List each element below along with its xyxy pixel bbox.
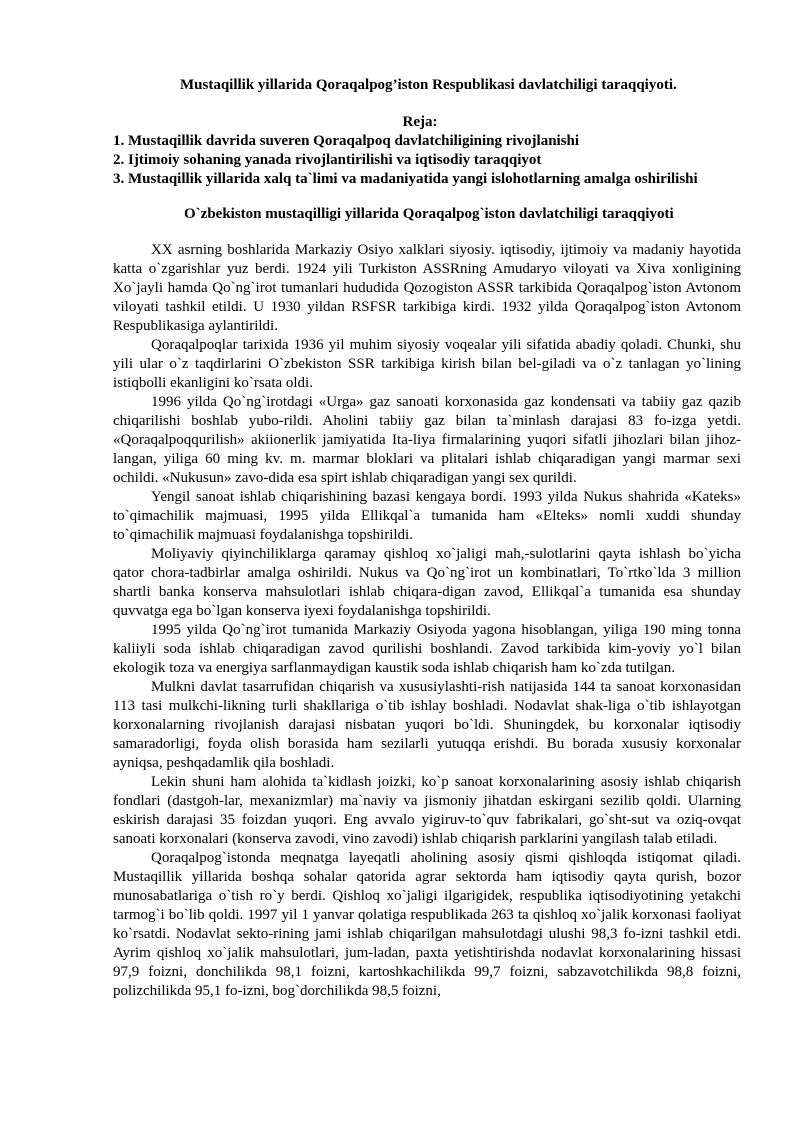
body-paragraph: Qoraqalpog`istonda meqnatga layeqatli aholining asosiy qismi qishloqda istiqomat qiladi. Mustaqillik yillarida boshqa sohalar qatorida agrar sektorda ham iqtisodiy qayta qurish, bozor munosabatlariga o`tish ro`y berdi. Qishloq xo`jaligi ilgarigidek, respublika iqtisodiyotining yetakchi tarmog`i bo`lib qoldi. 1997 yil 1 yanvar qolatiga respublikada 263 ta qishloq xo`jalik korxonasi faoliyat ko`rsatdi. Nodavlat sekto-rining jami ishlab chiqarilgan mahsulotdagi ulushi 98,3 fo-izni tashkil etdi. Ayrim qishloq xo`jalik mahsulotlari, jum-ladan, paxta yetishtirishda nodavlat korxonalarining hissasi 97,9 foizni, donchilikda 98,1 foizni, kartoshkachilikda 99,7 foizni, sabzavotchilikda 98,8 foizni, polizchilikda 95,1 fo-izni, bog`dorchilikda 98,5 foizni,	[113, 850, 741, 999]
body-paragraph: Yengil sanoat ishlab chiqarishining bazasi kengaya bordi. 1993 yilda Nukus shahrida «Kateks» to`qimachilik majmuasi, 1995 yilda Ellikqal`a tumanida ham «Elteks» nomli xuddi shunday to`qimachilik majmuasi foydalanishga topshirildi.	[113, 489, 741, 543]
plan-list	[113, 132, 698, 189]
body-paragraph: 1996 yilda Qo`ng`irotdagi «Urga» gaz sanoati korxonasida gaz kondensati va tabiiy gaz qazib chiqarilishi boshlab yubo-rildi. Aholini tabiiy gaz bilan ta`minlash darajasi 83 fo-izga yetdi. «Qoraqalpoqqurilish» akiionerlik jamiyatida Ita-liya firmalarining yuqori sifatli jihozlari bilan jihoz-langan, yiliga 60 ming kv. m. marmar bloklari va plitalari ishlab chiqaradigan yangi marmar sexi ochildi. «Nukusun» zavo-dida esa spirt ishlab chiqaradigan yangi sex qurildi.	[113, 394, 741, 486]
plan-item: 2. Ijtimoiy sohaning yanada rivojlantirilishi va iqtisodiy taraqqiyot	[113, 152, 542, 168]
body-paragraph: Moliyaviy qiyinchiliklarga qaramay qishloq xo`jaligi mah,-sulotlarini qayta ishlash bo`yicha qator chora-tadbirlar amalga oshirildi. Nukus va Qo`ng`irot un kombinatlari, To`rtko`lda 3 million shartli banka konserva mahsulotlari ishlab chiqara-digan zavod, Ellikqal`a tumanida esa shunday quvvatga ega bo`lgan konserva iyexi foydalanishga topshirildi.	[113, 546, 741, 619]
plan-item: 1. Mustaqillik davrida suveren Qoraqalpoq davlatchiligining rivojlanishi	[113, 133, 580, 149]
body-paragraph: Lekin shuni ham alohida ta`kidlash joizki, ko`p sanoat korxonalarining asosiy ishlab chiqarish fondlari (dastgoh-lar, mexanizmlar) ma`naviy va jismoniy jihatdan eskirgani sezilib qoldi. Ularning eskirish darajasi 35 foizdan yuqori. Eng avvalo yigiruv-to`quv fabrikalari, go`sht-sut va oziq-ovqat sanoati korxonalari (konserva zavodi, vino zavodi) ishlab chiqarish parklarini yangilash talab etiladi.	[113, 774, 741, 847]
plan-item: 3. Mustaqillik yillarida xalq ta`limi va madaniyatida yangi islohotlarning amalga oshirilishi	[113, 171, 698, 187]
body-paragraph: 1995 yilda Qo`ng`irot tumanida Markaziy Osiyoda yagona hisoblangan, yiliga 190 ming tonna kaliiyli soda ishlab chiqaradigan zavod qurilishi boshlandi. Zavod tarkibida kim-yoviy yo`l bilan ekologik toza va energiya sarflanmaydigan kaustik soda ishlab chiqarish ham ko`zda tutilgan.	[113, 622, 741, 676]
section-subtitle: O`zbekiston mustaqilligi yillarida Qoraqalpog`iston davlatchiligi taraqqiyoti	[184, 206, 674, 222]
document-title: Mustaqillik yillarida Qoraqalpog’iston Respublikasi davlatchiligi taraqqiyoti.	[180, 77, 677, 93]
plan-heading: Reja:	[402, 114, 438, 130]
body-paragraph: Qoraqalpoqlar tarixida 1936 yil muhim siyosiy voqealar yili sifatida abadiy qoladi. Chunki, shu yili ular o`z taqdirlarini O`zbekiston SSR tarkibiga kirish bilan bel-giladi va o`z tanlagan yo`lining istiqbolli ekanligini ko`rsata oldi.	[113, 337, 741, 391]
document-body	[113, 241, 741, 1001]
body-paragraph: XX asrning boshlarida Markaziy Osiyo xalklari siyosiy. iqtisodiy, ijtimoiy va madaniy hayotida katta o`zgarishlar yuz berdi. 1924 yili Turkiston ASSRning Amudaryo viloyati va Xiva xonligining Xo`jayli hamda Qo`ng`irot tumanlari hududida Qozogiston ASSR tarkibida Qoraqalpog`iston Avtonom viloyati tashkil etildi. U 1930 yildan RSFSR tarkibiga kirdi. 1932 yilda Qoraqalpog`iston Avtonom Respublikasiga aylantirildi.	[113, 242, 741, 334]
body-paragraph: Mulkni davlat tasarrufidan chiqarish va xususiylashti-rish natijasida 144 ta sanoat korxonasidan 113 tasi mulkchi-likning turli shakllariga o`tib ishlay boshladi. Nodavlat shak-liga o`tib ishlayotgan korxonalarning rivojlanish darajasi nisbatan yuqori bo`ldi. Shuningdek, bu korxonalar iqtisodiy samaradorligi, foyda olish borasida ham sezilarli yutuqqa erishdi. Bu borada xususiy korxonalar ayniqsa, peshqadamlik qila boshladi.	[113, 679, 741, 771]
